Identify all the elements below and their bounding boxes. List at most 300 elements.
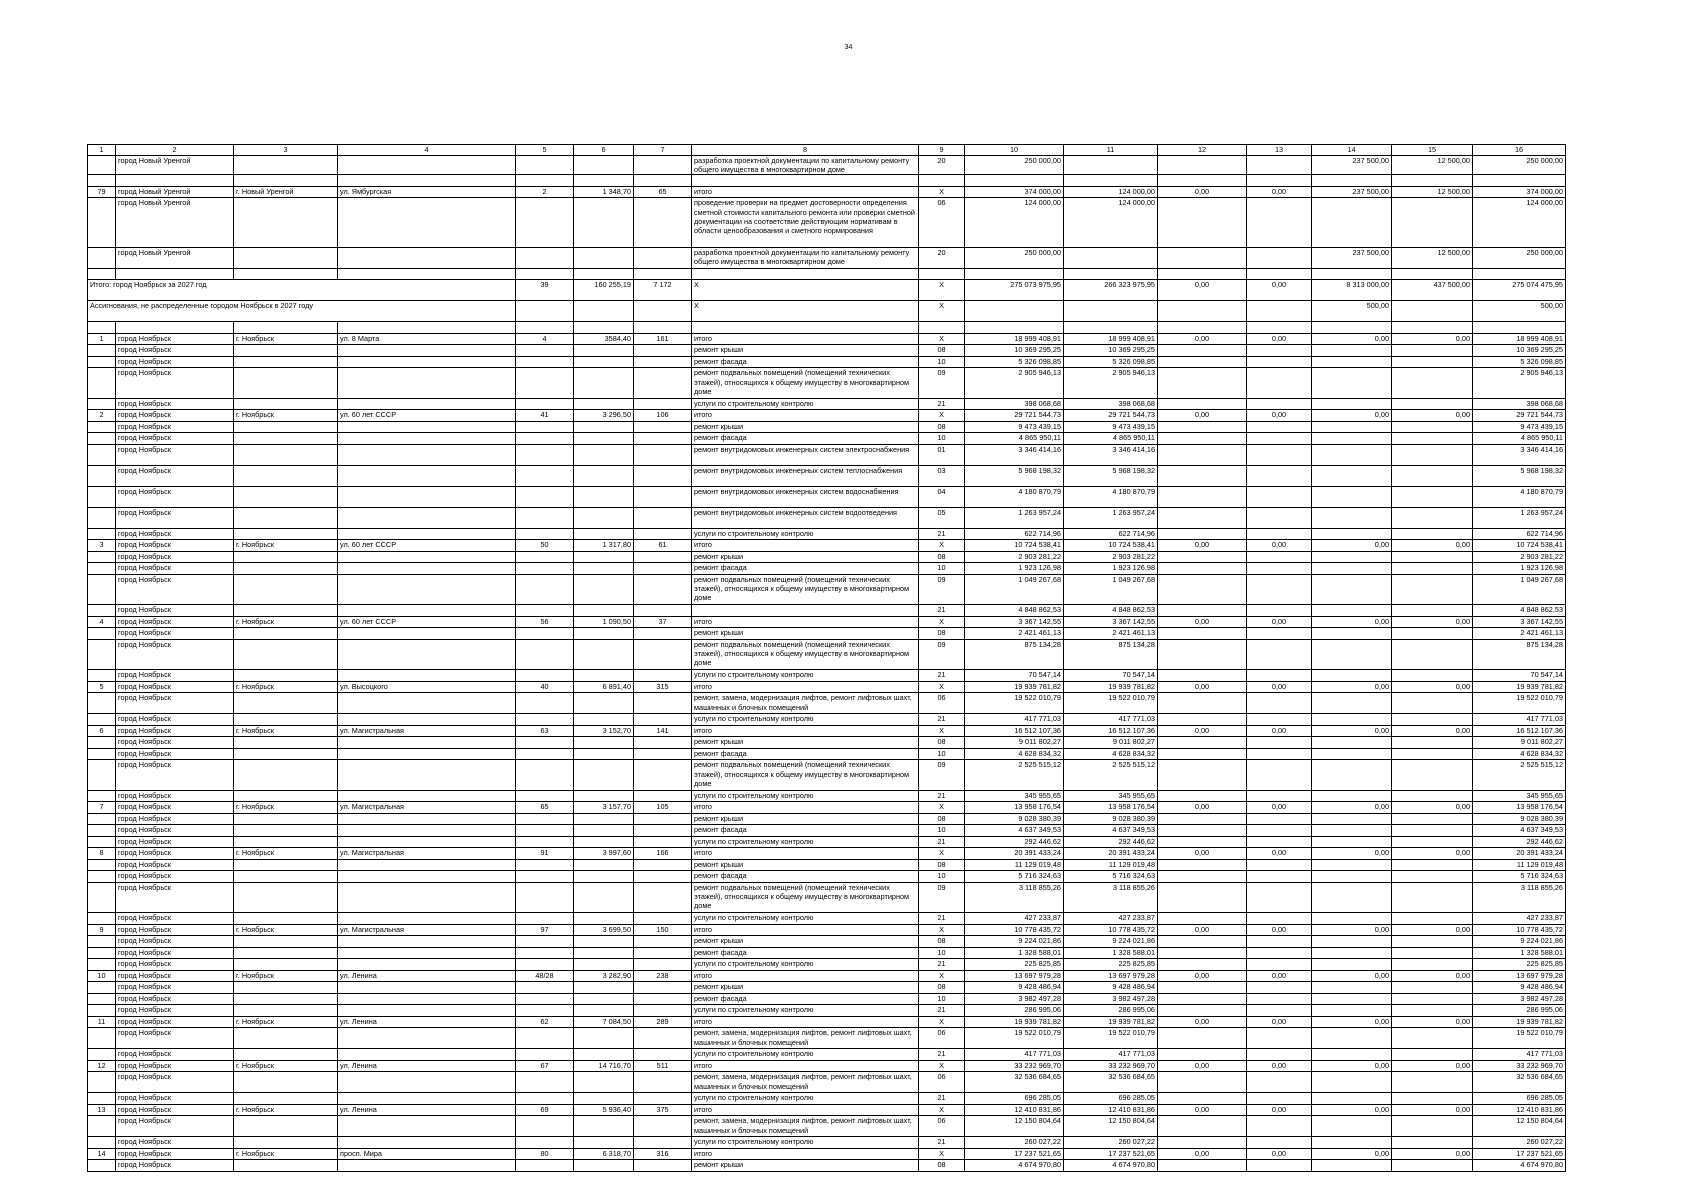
table-cell-col-12 — [1158, 1116, 1247, 1137]
table-row — [88, 737, 1566, 749]
table-cell-col-1 — [88, 247, 116, 268]
table-cell-col-11: 1 263 957,24 — [1064, 507, 1158, 528]
table-cell-col-6 — [574, 433, 634, 445]
table-cell-col-10: 3 367 142,55 — [965, 616, 1064, 628]
table-cell-col-1: 12 — [88, 1060, 116, 1072]
table-cell-col-1 — [88, 175, 116, 187]
table-cell-col-11: 1 049 267,68 — [1064, 574, 1158, 605]
table-cell-col-4 — [338, 982, 516, 994]
table-row — [88, 410, 1566, 422]
table-cell-col-2: город Ноябрьск — [116, 410, 234, 422]
table-cell-col-15 — [1392, 528, 1473, 540]
table-cell-col-1 — [88, 959, 116, 971]
table-cell-col-6: 6 891,40 — [574, 681, 634, 693]
table-row — [88, 486, 1566, 507]
table-cell-col-16: 16 512 107,36 — [1473, 725, 1566, 737]
table-cell-col-8: ремонт крыши — [692, 813, 919, 825]
table-cell-col-15 — [1392, 368, 1473, 399]
table-cell-col-10: 124 000,00 — [965, 198, 1064, 248]
table-cell-col-10: 875 134,28 — [965, 639, 1064, 670]
table-cell-col-4 — [338, 444, 516, 465]
table-cell-col-5 — [516, 790, 574, 802]
table-cell-col-8: итого — [692, 1104, 919, 1116]
column-number-cell: 9 — [919, 145, 965, 156]
table-cell-col-5 — [516, 1093, 574, 1105]
table-cell-col-9: X — [919, 1148, 965, 1160]
table-cell-col-8: ремонт крыши — [692, 551, 919, 563]
column-number-cell: 8 — [692, 145, 919, 156]
table-cell-col-9: 06 — [919, 1072, 965, 1093]
table-row — [88, 574, 1566, 605]
table-cell-col-13 — [1247, 959, 1312, 971]
table-cell-col-16: 1 049 267,68 — [1473, 574, 1566, 605]
table-cell-col-9: X — [919, 186, 965, 198]
table-cell-col-11: 3 367 142,55 — [1064, 616, 1158, 628]
table-cell-col-6 — [574, 790, 634, 802]
table-cell-col-1 — [88, 982, 116, 994]
table-cell-col-3 — [234, 737, 338, 749]
table-cell-col-3 — [234, 398, 338, 410]
table-cell-col-14 — [1312, 693, 1392, 714]
table-cell-col-12 — [1158, 198, 1247, 248]
table-cell-col-14 — [1312, 1093, 1392, 1105]
table-cell-col-6 — [574, 936, 634, 948]
table-cell-col-13 — [1247, 507, 1312, 528]
table-cell-col-1 — [88, 507, 116, 528]
table-cell-col-10: 19 939 781,82 — [965, 1016, 1064, 1028]
table-cell-col-2: город Ноябрьск — [116, 836, 234, 848]
table-cell-col-12 — [1158, 563, 1247, 575]
table-cell-col-4: ул. 60 лет СССР — [338, 410, 516, 422]
table-cell-col-12 — [1158, 871, 1247, 883]
table-cell-col-6 — [574, 993, 634, 1005]
table-cell-col-1 — [88, 433, 116, 445]
table-cell-col-2: город Ноябрьск — [116, 1005, 234, 1017]
table-cell-col-8: ремонт подвальных помещений (помещений технических этажей), относящихся к общему имуществу в многоквартирном доме — [692, 368, 919, 399]
table-cell-col-5 — [516, 737, 574, 749]
table-cell-col-9: 08 — [919, 936, 965, 948]
table-cell-col-3: г. Ноябрьск — [234, 970, 338, 982]
table-cell-col-5 — [516, 605, 574, 617]
table-cell-col-15 — [1392, 871, 1473, 883]
table-cell-col-2: город Новый Уренгой — [116, 198, 234, 248]
table-cell-col-11: 13 697 979,28 — [1064, 970, 1158, 982]
table-cell-col-2: город Ноябрьск — [116, 1160, 234, 1172]
table-cell-col-11: 3 982 497,28 — [1064, 993, 1158, 1005]
table-cell-col-9: 21 — [919, 714, 965, 726]
table-cell-col-8: ремонт крыши — [692, 982, 919, 994]
column-number-cell: 11 — [1064, 145, 1158, 156]
table-cell-col-7 — [634, 947, 692, 959]
table-cell-col-7 — [634, 871, 692, 883]
table-cell-col-16: 345 955,65 — [1473, 790, 1566, 802]
table-cell-col-3 — [234, 670, 338, 682]
table-cell-col-14 — [1312, 1137, 1392, 1149]
table-cell-col-4 — [338, 639, 516, 670]
table-cell-col-11: 2 905 946,13 — [1064, 368, 1158, 399]
table-cell-col-9: 04 — [919, 486, 965, 507]
table-row — [88, 1060, 1566, 1072]
table-cell-col-3 — [234, 605, 338, 617]
table-cell-col-10: 10 369 295,25 — [965, 345, 1064, 357]
table-cell-col-11: 417 771,03 — [1064, 714, 1158, 726]
table-cell-col-10: 292 446,62 — [965, 836, 1064, 848]
table-cell-col-5: 67 — [516, 1060, 574, 1072]
table-cell-col-11: 2 421 461,13 — [1064, 628, 1158, 640]
table-cell-col-6: 1 090,50 — [574, 616, 634, 628]
table-cell-col-7: 7 172 — [634, 280, 692, 301]
table-cell-col-14 — [1312, 175, 1392, 187]
table-cell-col-9: 06 — [919, 1028, 965, 1049]
table-cell-col-1 — [88, 198, 116, 248]
table-cell-col-8: ремонт фасада — [692, 825, 919, 837]
table-cell-col-12: 0,00 — [1158, 410, 1247, 422]
table-cell-col-6 — [574, 198, 634, 248]
table-cell-col-12 — [1158, 982, 1247, 994]
table-cell-col-7: 511 — [634, 1060, 692, 1072]
table-cell-col-14 — [1312, 1028, 1392, 1049]
table-cell-col-5 — [516, 345, 574, 357]
table-cell-col-10: 696 285,05 — [965, 1093, 1064, 1105]
table-row — [88, 959, 1566, 971]
table-cell-col-16: 17 237 521,65 — [1473, 1148, 1566, 1160]
table-cell-col-15 — [1392, 748, 1473, 760]
table-cell-col-6 — [574, 748, 634, 760]
table-cell-col-15: 0,00 — [1392, 1104, 1473, 1116]
table-cell-col-7: 105 — [634, 802, 692, 814]
table-cell-col-3 — [234, 345, 338, 357]
table-cell-col-6 — [574, 836, 634, 848]
table-cell-col-8: X — [692, 301, 919, 322]
table-cell-col-10: 3 982 497,28 — [965, 993, 1064, 1005]
table-row — [88, 563, 1566, 575]
table-cell-col-13 — [1247, 156, 1312, 175]
table-cell-col-14 — [1312, 551, 1392, 563]
table-cell-col-6 — [574, 737, 634, 749]
table-cell-col-13: 0,00 — [1247, 848, 1312, 860]
table-cell-col-2: город Ноябрьск — [116, 714, 234, 726]
table-row — [88, 628, 1566, 640]
table-cell-col-8: итого — [692, 848, 919, 860]
table-cell-col-16: 19 939 781,82 — [1473, 1016, 1566, 1028]
table-cell-col-4: ул. Высоцкого — [338, 681, 516, 693]
table-cell-col-2: город Ноябрьск — [116, 1116, 234, 1137]
table-cell-col-2: город Ноябрьск — [116, 1104, 234, 1116]
table-cell-col-14 — [1312, 465, 1392, 486]
table-cell-col-3: г. Ноябрьск — [234, 681, 338, 693]
table-cell-col-6: 3 152,70 — [574, 725, 634, 737]
table-cell-col-10: 9 028 380,39 — [965, 813, 1064, 825]
table-cell-col-4: ул. Магистральная — [338, 725, 516, 737]
table-cell-col-15 — [1392, 1093, 1473, 1105]
table-cell-col-11: 12 150 804,64 — [1064, 1116, 1158, 1137]
table-cell-col-5 — [516, 322, 574, 334]
table-cell-col-9: X — [919, 280, 965, 301]
table-cell-col-4 — [338, 605, 516, 617]
table-cell-col-3 — [234, 433, 338, 445]
table-cell-col-14 — [1312, 882, 1392, 913]
table-cell-col-3 — [234, 936, 338, 948]
table-cell-col-15 — [1392, 345, 1473, 357]
table-cell-col-16: 696 285,05 — [1473, 1093, 1566, 1105]
table-cell-col-9: X — [919, 1060, 965, 1072]
table-cell-col-11: 696 285,05 — [1064, 1093, 1158, 1105]
table-row — [88, 859, 1566, 871]
table-cell-col-3 — [234, 465, 338, 486]
table-cell-col-1: 5 — [88, 681, 116, 693]
table-cell-col-12 — [1158, 1093, 1247, 1105]
table-cell-col-15 — [1392, 836, 1473, 848]
table-cell-col-6 — [574, 1049, 634, 1061]
table-cell-col-15 — [1392, 444, 1473, 465]
table-row — [88, 186, 1566, 198]
table-cell-col-11: 398 068,68 — [1064, 398, 1158, 410]
table-cell-col-5 — [516, 670, 574, 682]
table-cell-col-5 — [516, 368, 574, 399]
table-cell-col-5 — [516, 198, 574, 248]
table-cell-col-6 — [574, 1116, 634, 1137]
table-cell-col-3 — [234, 790, 338, 802]
table-cell-col-6 — [574, 982, 634, 994]
table-cell-col-3 — [234, 959, 338, 971]
table-cell-col-2: город Ноябрьск — [116, 947, 234, 959]
table-cell-col-4 — [338, 175, 516, 187]
table-cell-col-3 — [234, 175, 338, 187]
table-cell-col-13 — [1247, 398, 1312, 410]
table-cell-col-10: 19 939 781,82 — [965, 681, 1064, 693]
table-cell-col-12 — [1158, 433, 1247, 445]
table-cell-col-4: ул. Ленина — [338, 970, 516, 982]
table-cell-col-1 — [88, 268, 116, 280]
table-cell-col-10: 19 522 010,79 — [965, 693, 1064, 714]
table-cell-col-7 — [634, 836, 692, 848]
table-cell-col-2: город Ноябрьск — [116, 790, 234, 802]
table-cell-col-13 — [1247, 993, 1312, 1005]
table-cell-col-4 — [338, 714, 516, 726]
table-cell-col-9: 21 — [919, 605, 965, 617]
table-cell-col-7 — [634, 1116, 692, 1137]
table-cell-col-5 — [516, 913, 574, 925]
table-cell-col-1 — [88, 1160, 116, 1172]
table-cell-col-14 — [1312, 1049, 1392, 1061]
table-cell-col-15: 0,00 — [1392, 616, 1473, 628]
table-cell-col-15 — [1392, 301, 1473, 322]
table-cell-col-16: 9 473 439,15 — [1473, 421, 1566, 433]
table-cell-col-3 — [234, 368, 338, 399]
table-cell-col-6: 5 936,40 — [574, 1104, 634, 1116]
table-cell-col-14 — [1312, 1072, 1392, 1093]
table-cell-col-1 — [88, 748, 116, 760]
table-cell-col-9: 21 — [919, 398, 965, 410]
table-cell-col-1 — [88, 421, 116, 433]
column-number-cell: 6 — [574, 145, 634, 156]
table-cell-col-16: 2 421 461,13 — [1473, 628, 1566, 640]
table-cell-col-13: 0,00 — [1247, 1016, 1312, 1028]
table-cell-col-5: 91 — [516, 848, 574, 860]
table-cell-col-5 — [516, 1137, 574, 1149]
table-cell-col-16: 5 716 324,63 — [1473, 871, 1566, 883]
table-row — [88, 507, 1566, 528]
table-cell-col-16: 9 428 486,94 — [1473, 982, 1566, 994]
table-cell-col-1 — [88, 444, 116, 465]
table-cell-col-1 — [88, 345, 116, 357]
table-cell-col-3 — [234, 156, 338, 175]
table-cell-col-13: 0,00 — [1247, 280, 1312, 301]
table-cell-col-12 — [1158, 959, 1247, 971]
table-cell-col-4 — [338, 836, 516, 848]
table-cell-col-16: 10 369 295,25 — [1473, 345, 1566, 357]
table-cell-col-14 — [1312, 1116, 1392, 1137]
table-cell-col-15: 0,00 — [1392, 725, 1473, 737]
table-cell-col-11: 345 955,65 — [1064, 790, 1158, 802]
table-cell-col-16: 875 134,28 — [1473, 639, 1566, 670]
table-cell-col-15: 0,00 — [1392, 410, 1473, 422]
table-cell-col-7: 150 — [634, 924, 692, 936]
table-cell-col-8: итого — [692, 410, 919, 422]
table-cell-col-15 — [1392, 198, 1473, 248]
table-cell-col-4 — [338, 959, 516, 971]
table-cell-col-14: 0,00 — [1312, 848, 1392, 860]
table-cell-col-9: 06 — [919, 198, 965, 248]
table-cell-col-10: 19 522 010,79 — [965, 1028, 1064, 1049]
table-cell-col-7 — [634, 813, 692, 825]
table-cell-col-16: 1 328 588,01 — [1473, 947, 1566, 959]
table-cell-col-13 — [1247, 714, 1312, 726]
table-cell-col-15 — [1392, 574, 1473, 605]
table-cell-col-8: ремонт фасада — [692, 947, 919, 959]
table-cell-col-12 — [1158, 639, 1247, 670]
table-cell-col-14 — [1312, 198, 1392, 248]
table-cell-col-1 — [88, 1072, 116, 1093]
table-cell-col-14 — [1312, 368, 1392, 399]
table-cell-col-3: г. Ноябрьск — [234, 1104, 338, 1116]
table-row — [88, 540, 1566, 552]
table-cell-col-1 — [88, 913, 116, 925]
table-cell-col-5 — [516, 947, 574, 959]
table-cell-col-14 — [1312, 345, 1392, 357]
table-cell-col-4: ул. 8 Марта — [338, 333, 516, 345]
table-cell-col-15 — [1392, 913, 1473, 925]
table-cell-col-15 — [1392, 322, 1473, 334]
column-number-cell: 14 — [1312, 145, 1392, 156]
table-cell-col-15: 12 500,00 — [1392, 186, 1473, 198]
table-cell-col-5: 50 — [516, 540, 574, 552]
table-cell-col-11: 286 995,06 — [1064, 1005, 1158, 1017]
table-cell-col-15 — [1392, 825, 1473, 837]
table-cell-col-16: 2 903 281,22 — [1473, 551, 1566, 563]
table-cell-col-16: 622 714,96 — [1473, 528, 1566, 540]
table-cell-col-15 — [1392, 268, 1473, 280]
table-cell-col-16: 250 000,00 — [1473, 247, 1566, 268]
summary-label-cell: Ассигнования, не распределенные городом Ноябрьск в 2027 году — [88, 301, 516, 322]
table-row — [88, 693, 1566, 714]
table-cell-col-8: ремонт крыши — [692, 628, 919, 640]
column-number-cell: 13 — [1247, 145, 1312, 156]
table-cell-col-3: г. Новый Уренгой — [234, 186, 338, 198]
table-cell-col-11: 32 536 684,65 — [1064, 1072, 1158, 1093]
table-cell-col-13 — [1247, 639, 1312, 670]
table-cell-col-8: итого — [692, 970, 919, 982]
table-cell-col-3: г. Ноябрьск — [234, 540, 338, 552]
table-row — [88, 790, 1566, 802]
table-cell-col-1: 4 — [88, 616, 116, 628]
table-cell-col-4 — [338, 421, 516, 433]
table-row — [88, 1049, 1566, 1061]
column-number-cell: 1 — [88, 145, 116, 156]
table-cell-col-11: 9 028 380,39 — [1064, 813, 1158, 825]
table-cell-col-11: 4 180 870,79 — [1064, 486, 1158, 507]
table-cell-col-13 — [1247, 368, 1312, 399]
table-cell-col-2: город Ноябрьск — [116, 871, 234, 883]
table-cell-col-15: 0,00 — [1392, 333, 1473, 345]
table-cell-col-6 — [574, 628, 634, 640]
table-cell-col-16: 5 326 098,85 — [1473, 356, 1566, 368]
table-cell-col-5 — [516, 247, 574, 268]
table-cell-col-13 — [1247, 574, 1312, 605]
table-cell-col-11: 17 237 521,65 — [1064, 1148, 1158, 1160]
table-cell-col-13 — [1247, 936, 1312, 948]
table-cell-col-2: город Ноябрьск — [116, 982, 234, 994]
table-cell-col-15: 0,00 — [1392, 848, 1473, 860]
table-cell-col-14 — [1312, 760, 1392, 791]
table-cell-col-10: 4 865 950,11 — [965, 433, 1064, 445]
table-cell-col-15: 0,00 — [1392, 1016, 1473, 1028]
table-cell-col-7: 161 — [634, 333, 692, 345]
table-cell-col-14 — [1312, 268, 1392, 280]
table-cell-col-14: 0,00 — [1312, 1060, 1392, 1072]
table-cell-col-2: город Ноябрьск — [116, 1093, 234, 1105]
table-cell-col-16: 4 180 870,79 — [1473, 486, 1566, 507]
table-cell-col-16: 12 410 831,86 — [1473, 1104, 1566, 1116]
table-cell-col-12: 0,00 — [1158, 333, 1247, 345]
table-cell-col-15 — [1392, 982, 1473, 994]
table-cell-col-16: 11 129 019,48 — [1473, 859, 1566, 871]
table-cell-col-7 — [634, 528, 692, 540]
table-cell-col-14 — [1312, 936, 1392, 948]
table-cell-col-13: 0,00 — [1247, 333, 1312, 345]
table-cell-col-2: город Ноябрьск — [116, 465, 234, 486]
table-cell-col-14 — [1312, 1160, 1392, 1172]
table-cell-col-3: г. Ноябрьск — [234, 848, 338, 860]
table-row — [88, 421, 1566, 433]
table-cell-col-9: 21 — [919, 1005, 965, 1017]
table-cell-col-7 — [634, 1093, 692, 1105]
table-cell-col-11 — [1064, 301, 1158, 322]
table-cell-col-13 — [1247, 268, 1312, 280]
table-cell-col-12 — [1158, 156, 1247, 175]
table-cell-col-5: 56 — [516, 616, 574, 628]
table-cell-col-10: 417 771,03 — [965, 1049, 1064, 1061]
table-cell-col-7 — [634, 175, 692, 187]
table-cell-col-15 — [1392, 398, 1473, 410]
page-number: 34 — [844, 44, 853, 51]
table-cell-col-13: 0,00 — [1247, 616, 1312, 628]
table-cell-col-16: 9 224 021,86 — [1473, 936, 1566, 948]
table-cell-col-3 — [234, 748, 338, 760]
table-cell-col-12 — [1158, 528, 1247, 540]
table-cell-col-6 — [574, 356, 634, 368]
table-cell-col-13 — [1247, 1137, 1312, 1149]
table-cell-col-15 — [1392, 670, 1473, 682]
table-cell-col-4 — [338, 1093, 516, 1105]
table-cell-col-12 — [1158, 301, 1247, 322]
table-cell-col-7 — [634, 507, 692, 528]
table-cell-col-6 — [574, 760, 634, 791]
table-cell-col-12 — [1158, 748, 1247, 760]
table-cell-col-15 — [1392, 356, 1473, 368]
table-cell-col-11: 3 346 414,16 — [1064, 444, 1158, 465]
table-cell-col-13 — [1247, 1072, 1312, 1093]
